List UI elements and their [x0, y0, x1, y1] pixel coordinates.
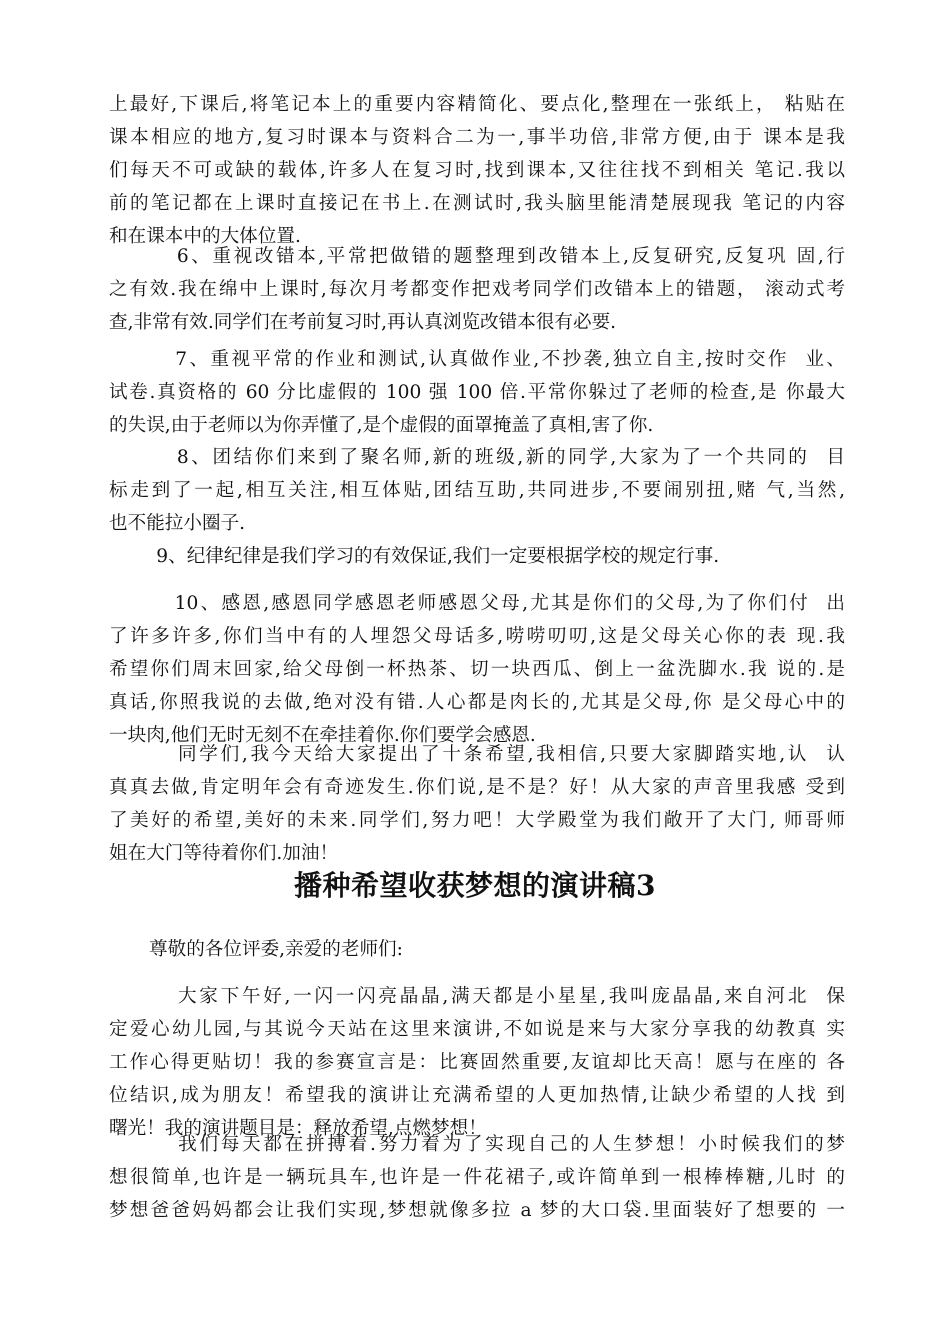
paragraph-closing	[109, 738, 845, 870]
text-line: 了许多许多,你们当中有的人埋怨父母话多,唠唠叨叨,这是父母关心你的表 现.我	[109, 626, 845, 647]
text-line: 也不能拉小圈子.	[109, 513, 246, 534]
paragraph-item-9	[109, 540, 845, 573]
text-line: 一块肉,他们无时无刻不在牵挂着你.你们要学会感恩.	[109, 725, 536, 746]
text-line: 上最好,下课后,将笔记本上的重要内容精简化、要点化,整理在一张纸上， 粘贴在	[109, 94, 845, 115]
paragraph-greeting	[109, 980, 845, 1145]
paragraph-item-7	[109, 343, 845, 442]
text-line: 的失误,由于老师以为你弄懂了,是个虚假的面罩掩盖了真相,害了你.	[109, 415, 654, 436]
paragraph-notes-tip	[109, 88, 845, 253]
text-line: 课本相应的地方,复习时课本与资料合二为一,事半功倍,非常方便,由于 课本是我	[109, 127, 845, 148]
text-line: 真话,你照我说的去做,绝对没有错.人心都是肉长的,尤其是父母,你 是父母心中的	[109, 692, 845, 713]
text-line: 梦想爸爸妈妈都会让我们实现,梦想就像多拉 a 梦的大口袋.里面装好了想要的 一	[109, 1200, 845, 1221]
text-line: 6、重视改错本,平常把做错的题整理到改错本上,反复研究,反复巩 固,行	[109, 246, 845, 267]
text-line: 位结识,成为朋友！希望我的演讲让充满希望的人更加热情,让缺少希望的人找 到	[109, 1085, 845, 1106]
text-line: 同学们,我今天给大家提出了十条希望,我相信,只要大家脚踏实地,认 认	[109, 744, 845, 765]
text-line: 工作心得更贴切！我的参赛宣言是：比赛固然重要,友谊却比天高！愿与在座的 各	[109, 1052, 845, 1073]
text-line: 想很简单,也许是一辆玩具车,也许是一件花裙子,或许简单到一根棒棒糖,儿时 的	[109, 1167, 845, 1188]
paragraph-item-10	[109, 587, 845, 752]
text-line: 了美好的希望,美好的未来.同学们,努力吧！大学殿堂为我们敞开了大门, 师哥师	[109, 810, 845, 831]
text-line: 真真去做,肯定明年会有奇迹发生.你们说,是不是？好！从大家的声音里我感 受到	[109, 777, 845, 798]
text-line: 姐在大门等待着你们.加油！	[109, 843, 339, 864]
text-line: 10、感恩,感恩同学感恩老师感恩父母,尤其是你们的父母,为了你们付 出	[109, 593, 845, 614]
salutation: 尊敬的各位评委,亲爱的老师们:	[149, 939, 403, 960]
paragraph-dreams	[109, 1128, 845, 1227]
section-heading: 播种希望收获梦想的演讲稿3	[294, 869, 656, 902]
text-line: 标走到了一起,相互关注,相互体贴,团结互助,共同进步,不要闹别扭,赌 气,当然,	[109, 480, 845, 501]
text-line: 希望你们周末回家,给父母倒一杯热茶、切一块西瓜、倒上一盆洗脚水.我 说的.是	[109, 659, 845, 680]
text-line: 查,非常有效.同学们在考前复习时,再认真浏览改错本很有必要.	[109, 312, 617, 333]
text-line: 我们每天都在拼搏着.努力着为了实现自己的人生梦想！小时候我们的梦	[109, 1134, 845, 1155]
text-line: 试卷.真资格的 60 分比虚假的 100 强 100 倍.平常你躲过了老师的检查,是 你最大	[109, 382, 845, 403]
text-line: 和在课本中的大体位置.	[109, 226, 301, 247]
paragraph-item-6	[109, 240, 845, 339]
text-line: 之有效.我在绵中上课时,每次月考都变作把戏考同学们改错本上的错题， 滚动式考	[109, 279, 845, 300]
text-line: 定爱心幼儿园,与其说今天站在这里来演讲,不如说是来与大家分享我的幼教真 实	[109, 1019, 845, 1040]
text-line: 们每天不可或缺的载体,许多人在复习时,找到课本,又往往找不到相关 笔记.我以	[109, 160, 845, 181]
text-line: 7、重视平常的作业和测试,认真做作业,不抄袭,独立自主,按时交作 业、	[109, 349, 845, 370]
text-line: 前的笔记都在上课时直接记在书上.在测试时,我头脑里能清楚展现我 笔记的内容	[109, 193, 845, 214]
text-line: 8、团结你们来到了聚名师,新的班级,新的同学,大家为了一个共同的 目	[109, 447, 845, 468]
text-line: 大家下午好,一闪一闪亮晶晶,满天都是小星星,我叫庞晶晶,来自河北 保	[109, 986, 845, 1007]
text-line: 9、纪律纪律是我们学习的有效保证,我们一定要根据学校的规定行事.	[109, 546, 720, 567]
paragraph-item-8	[109, 441, 845, 540]
text-line: 曙光！我的演讲题目是：释放希望,点燃梦想！	[109, 1118, 487, 1139]
